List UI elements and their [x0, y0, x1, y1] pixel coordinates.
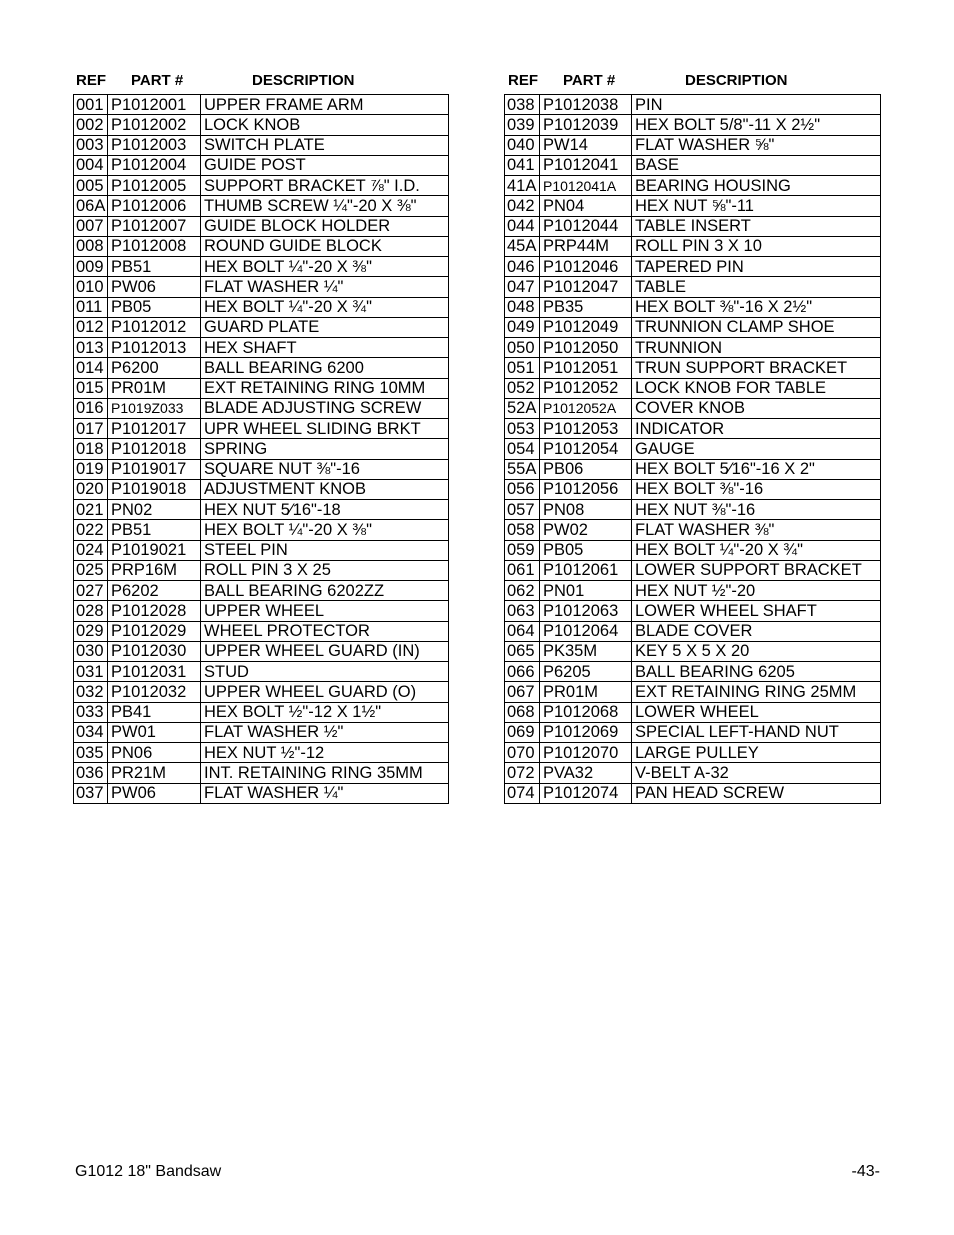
part-number-cell: P1012041A	[540, 176, 632, 196]
header-ref: REF	[508, 72, 538, 89]
table-row	[505, 601, 881, 621]
part-number-cell: P1012050	[540, 338, 632, 358]
part-number-cell: P1012029	[108, 621, 201, 641]
header-part: PART #	[131, 72, 184, 89]
table-row	[74, 702, 449, 722]
table-row	[74, 621, 449, 641]
ref-cell: 050	[505, 338, 540, 358]
ref-cell: 009	[74, 257, 108, 277]
ref-cell: 001	[74, 95, 108, 115]
ref-cell: 072	[505, 763, 540, 783]
table-row	[505, 682, 881, 702]
table-row	[505, 257, 881, 277]
table-row	[505, 702, 881, 722]
ref-cell: 035	[74, 743, 108, 763]
part-number-cell: PB41	[108, 702, 201, 722]
ref-cell: 059	[505, 540, 540, 560]
part-number-cell: P1019017	[108, 459, 201, 479]
description-cell: HEX NUT ½"-20	[632, 581, 881, 601]
description-cell: TRUNNION CLAMP SHOE	[632, 317, 881, 337]
description-cell: GUARD PLATE	[201, 317, 449, 337]
description-cell: UPR WHEEL SLIDING BRKT	[201, 419, 449, 439]
ref-cell: 028	[74, 601, 108, 621]
ref-cell: 038	[505, 95, 540, 115]
part-number-cell: P1012006	[108, 196, 201, 216]
description-cell: LOCK KNOB FOR TABLE	[632, 378, 881, 398]
ref-cell: 025	[74, 560, 108, 580]
description-cell: TABLE INSERT	[632, 216, 881, 236]
ref-cell: 034	[74, 722, 108, 742]
part-number-cell: P1012063	[540, 601, 632, 621]
part-number-cell: PN01	[540, 581, 632, 601]
part-number-cell: P6205	[540, 662, 632, 682]
part-number-cell: PR21M	[108, 763, 201, 783]
ref-cell: 037	[74, 783, 108, 803]
part-number-cell: PN08	[540, 500, 632, 520]
description-cell: FLAT WASHER ¼"	[201, 783, 449, 803]
ref-cell: 027	[74, 581, 108, 601]
part-number-cell: P1012005	[108, 176, 201, 196]
table-row	[505, 439, 881, 459]
description-cell: V-BELT A-32	[632, 763, 881, 783]
table-row	[505, 358, 881, 378]
description-cell: HEX BOLT ⅜"-16	[632, 479, 881, 499]
part-number-cell: P1012018	[108, 439, 201, 459]
part-number-cell: P1012039	[540, 115, 632, 135]
description-cell: LARGE PULLEY	[632, 743, 881, 763]
table-row	[505, 115, 881, 135]
description-cell: STEEL PIN	[201, 540, 449, 560]
table-row	[505, 95, 881, 115]
description-cell: COVER KNOB	[632, 398, 881, 418]
part-number-cell: PR01M	[108, 378, 201, 398]
header-description: DESCRIPTION	[685, 72, 788, 89]
description-cell: BALL BEARING 6205	[632, 662, 881, 682]
table-row	[74, 155, 449, 175]
table-row	[505, 398, 881, 418]
ref-cell: 010	[74, 277, 108, 297]
header-description: DESCRIPTION	[252, 72, 355, 89]
description-cell: HEX SHAFT	[201, 338, 449, 358]
description-cell: ROUND GUIDE BLOCK	[201, 236, 449, 256]
table-row	[505, 662, 881, 682]
part-number-cell: P1012047	[540, 277, 632, 297]
table-row	[505, 479, 881, 499]
part-number-cell: P6200	[108, 358, 201, 378]
table-row	[505, 783, 881, 803]
ref-cell: 021	[74, 500, 108, 520]
ref-cell: 52A	[505, 398, 540, 418]
table-row	[74, 439, 449, 459]
table-row	[74, 257, 449, 277]
ref-cell: 066	[505, 662, 540, 682]
part-number-cell: P1019Z033	[108, 398, 201, 418]
description-cell: LOCK KNOB	[201, 115, 449, 135]
description-cell: FLAT WASHER ⅜"	[632, 520, 881, 540]
ref-cell: 41A	[505, 176, 540, 196]
description-cell: GUIDE BLOCK HOLDER	[201, 216, 449, 236]
description-cell: TRUNNION	[632, 338, 881, 358]
part-number-cell: P1012001	[108, 95, 201, 115]
table-row	[505, 317, 881, 337]
ref-cell: 004	[74, 155, 108, 175]
table-row	[505, 176, 881, 196]
ref-cell: 018	[74, 439, 108, 459]
ref-cell: 007	[74, 216, 108, 236]
part-number-cell: PW02	[540, 520, 632, 540]
part-number-cell: PB51	[108, 520, 201, 540]
part-number-cell: P1012017	[108, 419, 201, 439]
ref-cell: 016	[74, 398, 108, 418]
table-row	[74, 338, 449, 358]
parts-table-left	[73, 94, 449, 804]
description-cell: LOWER SUPPORT BRACKET	[632, 560, 881, 580]
ref-cell: 033	[74, 702, 108, 722]
part-number-cell: P1012031	[108, 662, 201, 682]
ref-cell: 065	[505, 641, 540, 661]
table-row	[74, 419, 449, 439]
description-cell: HEX BOLT ¼"-20 X ⅜"	[201, 257, 449, 277]
description-cell: WHEEL PROTECTOR	[201, 621, 449, 641]
ref-cell: 067	[505, 682, 540, 702]
part-number-cell: PW06	[108, 783, 201, 803]
part-number-cell: PN06	[108, 743, 201, 763]
part-number-cell: P1012053	[540, 419, 632, 439]
ref-cell: 012	[74, 317, 108, 337]
table-row	[505, 743, 881, 763]
description-cell: KEY 5 X 5 X 20	[632, 641, 881, 661]
description-cell: THUMB SCREW ¼"-20 X ⅜"	[201, 196, 449, 216]
column-headers	[504, 70, 881, 94]
table-row	[505, 641, 881, 661]
table-row	[74, 743, 449, 763]
table-row	[74, 662, 449, 682]
part-number-cell: P1012070	[540, 743, 632, 763]
ref-cell: 048	[505, 297, 540, 317]
part-number-cell: P1012004	[108, 155, 201, 175]
table-row	[74, 378, 449, 398]
description-cell: HEX NUT ⅜"-16	[632, 500, 881, 520]
ref-cell: 070	[505, 743, 540, 763]
part-number-cell: PW14	[540, 135, 632, 155]
ref-cell: 064	[505, 621, 540, 641]
table-row	[505, 135, 881, 155]
part-number-cell: P1012054	[540, 439, 632, 459]
part-number-cell: PB51	[108, 257, 201, 277]
table-row	[74, 277, 449, 297]
part-number-cell: PR01M	[540, 682, 632, 702]
header-ref: REF	[76, 72, 106, 89]
table-row	[74, 540, 449, 560]
parts-table-right	[504, 94, 881, 804]
ref-cell: 056	[505, 479, 540, 499]
ref-cell: 041	[505, 155, 540, 175]
part-number-cell: P1012038	[540, 95, 632, 115]
description-cell: INT. RETAINING RING 35MM	[201, 763, 449, 783]
part-number-cell: PRP16M	[108, 560, 201, 580]
part-number-cell: P1012003	[108, 135, 201, 155]
ref-cell: 030	[74, 641, 108, 661]
part-number-cell: P1012074	[540, 783, 632, 803]
description-cell: BASE	[632, 155, 881, 175]
ref-cell: 057	[505, 500, 540, 520]
part-number-cell: P1012049	[540, 317, 632, 337]
ref-cell: 051	[505, 358, 540, 378]
table-row	[74, 682, 449, 702]
table-row	[505, 196, 881, 216]
table-row	[74, 398, 449, 418]
column-headers	[73, 70, 449, 94]
table-row	[505, 520, 881, 540]
table-row	[505, 540, 881, 560]
description-cell: TAPERED PIN	[632, 257, 881, 277]
description-cell: HEX NUT 5⁄16"-18	[201, 500, 449, 520]
footer-model: G1012 18" Bandsaw	[75, 1163, 222, 1180]
table-row	[505, 419, 881, 439]
table-row	[74, 500, 449, 520]
part-number-cell: PK35M	[540, 641, 632, 661]
description-cell: SQUARE NUT ⅜"-16	[201, 459, 449, 479]
ref-cell: 042	[505, 196, 540, 216]
description-cell: HEX NUT ½"-12	[201, 743, 449, 763]
ref-cell: 046	[505, 257, 540, 277]
ref-cell: 55A	[505, 459, 540, 479]
ref-cell: 003	[74, 135, 108, 155]
part-number-cell: P1012007	[108, 216, 201, 236]
part-number-cell: P1012051	[540, 358, 632, 378]
ref-cell: 074	[505, 783, 540, 803]
table-row	[74, 479, 449, 499]
part-number-cell: PW01	[108, 722, 201, 742]
part-number-cell: P1012002	[108, 115, 201, 135]
part-number-cell: PRP44M	[540, 236, 632, 256]
description-cell: INDICATOR	[632, 419, 881, 439]
part-number-cell: P1012028	[108, 601, 201, 621]
description-cell: BEARING HOUSING	[632, 176, 881, 196]
ref-cell: 032	[74, 682, 108, 702]
ref-cell: 058	[505, 520, 540, 540]
ref-cell: 054	[505, 439, 540, 459]
part-number-cell: PN04	[540, 196, 632, 216]
ref-cell: 45A	[505, 236, 540, 256]
description-cell: BLADE COVER	[632, 621, 881, 641]
header-part: PART #	[563, 72, 616, 89]
ref-cell: 06A	[74, 196, 108, 216]
table-row	[74, 196, 449, 216]
table-row	[505, 763, 881, 783]
table-row	[74, 135, 449, 155]
part-number-cell: PB05	[540, 540, 632, 560]
table-row	[505, 722, 881, 742]
description-cell: UPPER FRAME ARM	[201, 95, 449, 115]
parts-column-right	[504, 70, 881, 804]
table-row	[74, 601, 449, 621]
table-row	[505, 621, 881, 641]
table-row	[505, 236, 881, 256]
description-cell: BALL BEARING 6202ZZ	[201, 581, 449, 601]
description-cell: HEX NUT ⅝"-11	[632, 196, 881, 216]
ref-cell: 029	[74, 621, 108, 641]
table-row	[74, 560, 449, 580]
description-cell: UPPER WHEEL GUARD (O)	[201, 682, 449, 702]
description-cell: BLADE ADJUSTING SCREW	[201, 398, 449, 418]
part-number-cell: PB06	[540, 459, 632, 479]
part-number-cell: P1012046	[540, 257, 632, 277]
table-row	[74, 317, 449, 337]
table-row	[74, 763, 449, 783]
part-number-cell: P1012061	[540, 560, 632, 580]
table-row	[74, 783, 449, 803]
ref-cell: 040	[505, 135, 540, 155]
ref-cell: 068	[505, 702, 540, 722]
description-cell: BALL BEARING 6200	[201, 358, 449, 378]
ref-cell: 036	[74, 763, 108, 783]
ref-cell: 044	[505, 216, 540, 236]
ref-cell: 069	[505, 722, 540, 742]
table-row	[74, 297, 449, 317]
description-cell: GUIDE POST	[201, 155, 449, 175]
description-cell: PIN	[632, 95, 881, 115]
table-row	[505, 338, 881, 358]
description-cell: GAUGE	[632, 439, 881, 459]
table-row	[505, 216, 881, 236]
description-cell: STUD	[201, 662, 449, 682]
description-cell: ADJUSTMENT KNOB	[201, 479, 449, 499]
description-cell: HEX BOLT ½"-12 X 1½"	[201, 702, 449, 722]
ref-cell: 053	[505, 419, 540, 439]
description-cell: HEX BOLT ¼"-20 X ¾"	[201, 297, 449, 317]
table-row	[505, 581, 881, 601]
description-cell: FLAT WASHER ⅝"	[632, 135, 881, 155]
table-row	[505, 500, 881, 520]
description-cell: ROLL PIN 3 X 25	[201, 560, 449, 580]
description-cell: SPRING	[201, 439, 449, 459]
ref-cell: 020	[74, 479, 108, 499]
part-number-cell: P1012056	[540, 479, 632, 499]
table-row	[74, 115, 449, 135]
description-cell: LOWER WHEEL	[632, 702, 881, 722]
part-number-cell: P1012069	[540, 722, 632, 742]
table-row	[505, 378, 881, 398]
part-number-cell: P1012013	[108, 338, 201, 358]
description-cell: FLAT WASHER ¼"	[201, 277, 449, 297]
part-number-cell: PB05	[108, 297, 201, 317]
ref-cell: 039	[505, 115, 540, 135]
description-cell: EXT RETAINING RING 10MM	[201, 378, 449, 398]
ref-cell: 008	[74, 236, 108, 256]
ref-cell: 049	[505, 317, 540, 337]
table-row	[74, 581, 449, 601]
table-row	[505, 277, 881, 297]
description-cell: SWITCH PLATE	[201, 135, 449, 155]
part-number-cell: P1019021	[108, 540, 201, 560]
description-cell: HEX BOLT 5/8"-11 X 2½"	[632, 115, 881, 135]
ref-cell: 013	[74, 338, 108, 358]
part-number-cell: P1012044	[540, 216, 632, 236]
table-row	[505, 560, 881, 580]
table-row	[505, 297, 881, 317]
description-cell: UPPER WHEEL GUARD (IN)	[201, 641, 449, 661]
ref-cell: 014	[74, 358, 108, 378]
part-number-cell: P1012041	[540, 155, 632, 175]
part-number-cell: P1012052A	[540, 398, 632, 418]
table-row	[74, 95, 449, 115]
table-row	[505, 155, 881, 175]
ref-cell: 002	[74, 115, 108, 135]
ref-cell: 017	[74, 419, 108, 439]
part-number-cell: P1012064	[540, 621, 632, 641]
part-number-cell: P1012032	[108, 682, 201, 702]
part-number-cell: P1012068	[540, 702, 632, 722]
ref-cell: 063	[505, 601, 540, 621]
part-number-cell: P6202	[108, 581, 201, 601]
table-row	[505, 459, 881, 479]
ref-cell: 052	[505, 378, 540, 398]
part-number-cell: P1012052	[540, 378, 632, 398]
table-row	[74, 641, 449, 661]
table-row	[74, 459, 449, 479]
description-cell: TRUN SUPPORT BRACKET	[632, 358, 881, 378]
description-cell: TABLE	[632, 277, 881, 297]
description-cell: LOWER WHEEL SHAFT	[632, 601, 881, 621]
table-row	[74, 520, 449, 540]
ref-cell: 022	[74, 520, 108, 540]
ref-cell: 019	[74, 459, 108, 479]
part-number-cell: P1019018	[108, 479, 201, 499]
ref-cell: 011	[74, 297, 108, 317]
ref-cell: 024	[74, 540, 108, 560]
table-row	[74, 216, 449, 236]
description-cell: HEX BOLT ¼"-20 X ¾"	[632, 540, 881, 560]
description-cell: FLAT WASHER ½"	[201, 722, 449, 742]
description-cell: HEX BOLT ⅜"-16 X 2½"	[632, 297, 881, 317]
part-number-cell: P1012030	[108, 641, 201, 661]
description-cell: SUPPORT BRACKET ⅞" I.D.	[201, 176, 449, 196]
description-cell: UPPER WHEEL	[201, 601, 449, 621]
part-number-cell: P1012008	[108, 236, 201, 256]
ref-cell: 061	[505, 560, 540, 580]
part-number-cell: P1012012	[108, 317, 201, 337]
table-row	[74, 176, 449, 196]
table-row	[74, 722, 449, 742]
description-cell: ROLL PIN 3 X 10	[632, 236, 881, 256]
ref-cell: 031	[74, 662, 108, 682]
ref-cell: 062	[505, 581, 540, 601]
part-number-cell: PVA32	[540, 763, 632, 783]
ref-cell: 005	[74, 176, 108, 196]
description-cell: PAN HEAD SCREW	[632, 783, 881, 803]
description-cell: HEX BOLT ¼"-20 X ⅜"	[201, 520, 449, 540]
parts-column-left	[73, 70, 449, 804]
footer-page-number: -43-	[851, 1163, 880, 1180]
table-row	[74, 236, 449, 256]
description-cell: SPECIAL LEFT-HAND NUT	[632, 722, 881, 742]
description-cell: EXT RETAINING RING 25MM	[632, 682, 881, 702]
table-row	[74, 358, 449, 378]
part-number-cell: PN02	[108, 500, 201, 520]
part-number-cell: PB35	[540, 297, 632, 317]
ref-cell: 047	[505, 277, 540, 297]
description-cell: HEX BOLT 5⁄16"-16 X 2"	[632, 459, 881, 479]
part-number-cell: PW06	[108, 277, 201, 297]
ref-cell: 015	[74, 378, 108, 398]
